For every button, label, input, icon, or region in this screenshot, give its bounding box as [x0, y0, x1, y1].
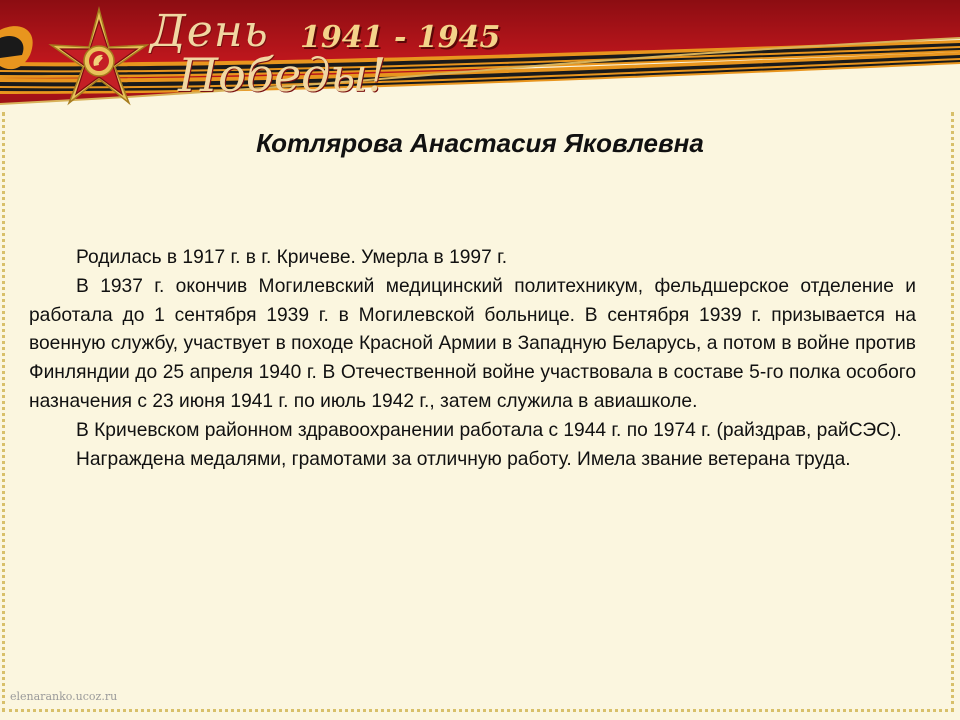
paragraph: Награждена медалями, грамотами за отличную работу. Имела звание ветерана труда. [76, 448, 851, 470]
header-banner [0, 0, 960, 118]
order-of-patriotic-war-star-icon [44, 6, 154, 116]
paragraph: Родилась в 1917 г. в г. Кричеве. Умерла в 1997 г. [76, 247, 508, 268]
page-title: Котлярова Анастасия Яковлевна [256, 128, 704, 158]
banner-day-word: День [150, 6, 269, 57]
paragraph: В Кричевском районном здравоохранении работала с 1944 г. по 1974 г. (райздрав, райСЭС). [76, 419, 902, 441]
paragraph: В 1937 г. окончив Могилевский медицинский политехникум, фельдшерское отделение и работала до 1 сентября 1939 г. в Могилевской больнице. В сентября 1939 г. призывается на военную службу, участвует в походе Красной Армии в Западную Беларусь, а потом в войне против Финляндии до 25 апреля 1940 г. В Отечественной войне участвовала в составе 5-го полка особого назначения с 23 июня 1941 г. по июль 1942 г., затем служила в авиашколе. [29, 275, 916, 412]
banner-victory-word: Победы! [178, 48, 387, 102]
biography-text [29, 244, 916, 474]
watermark: elenaranko.ucoz.ru [10, 690, 118, 703]
banner-years: 1941 - 1945 [300, 20, 501, 55]
